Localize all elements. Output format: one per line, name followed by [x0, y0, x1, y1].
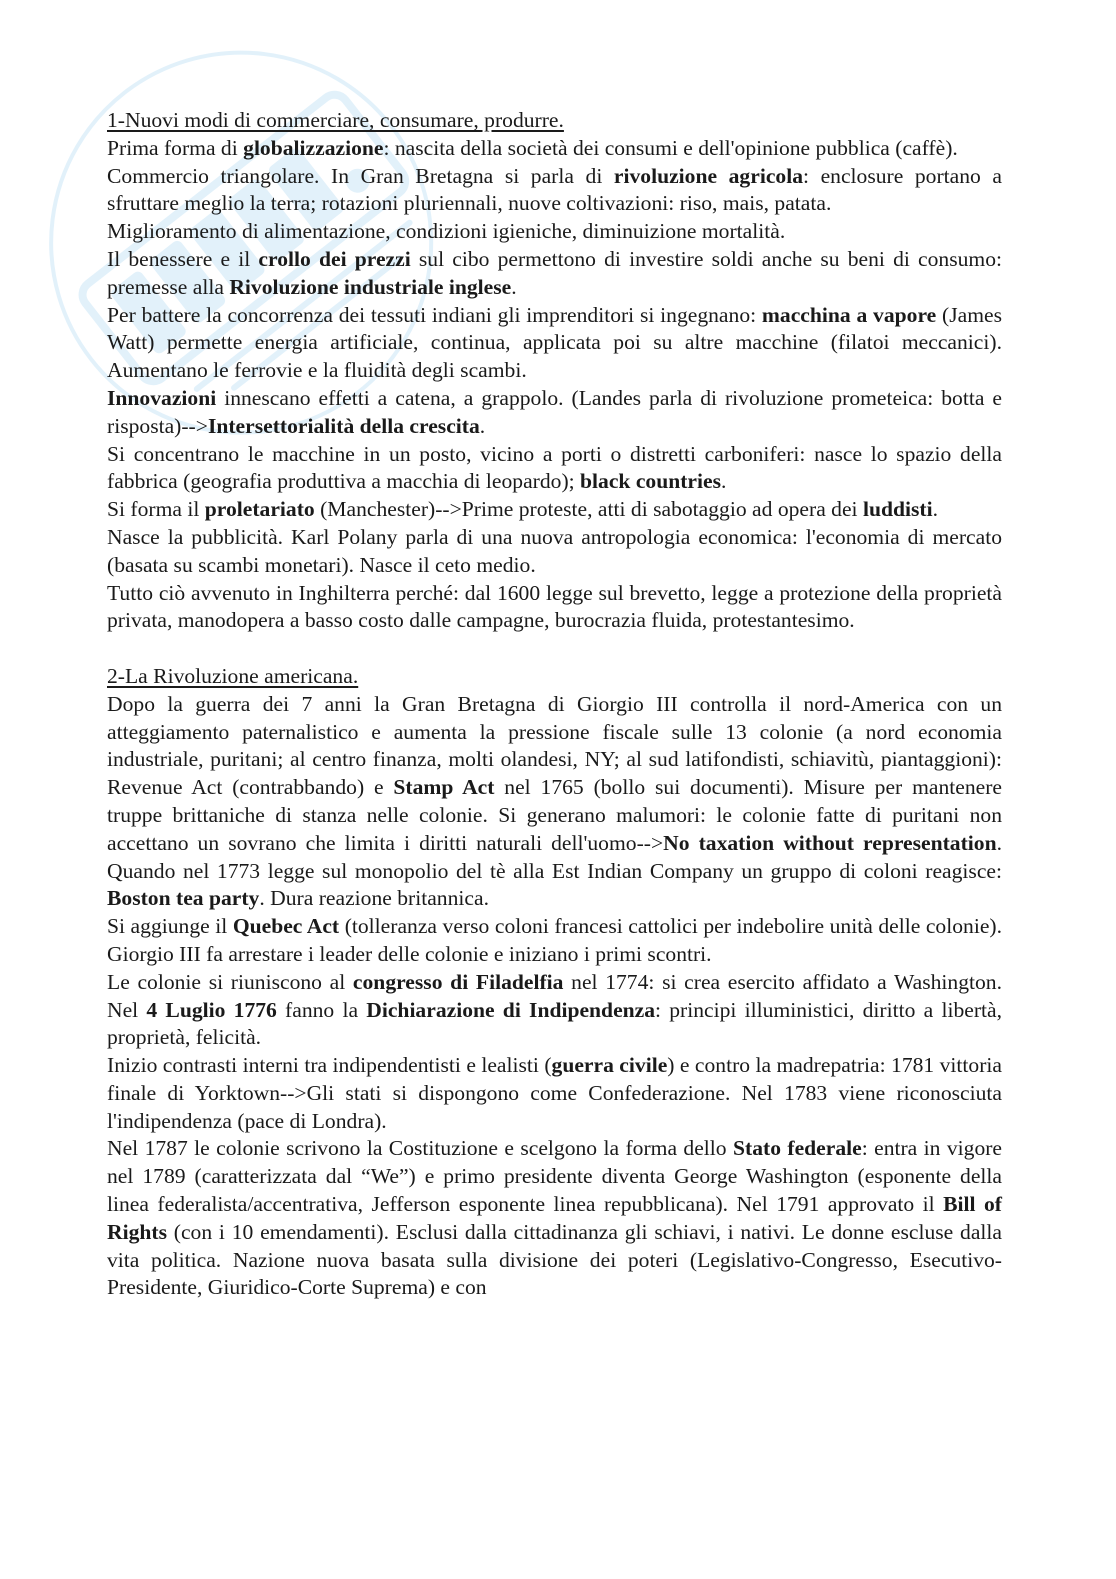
text-run: . — [932, 497, 938, 522]
text-run: Si concentrano le macchine in un posto, vicino a porti o distretti carboniferi: nasce lo spazio della fabbrica (geografia produttiva a macchia di leopardo); — [107, 441, 1002, 494]
text-run: . Dura reazione britannica. — [259, 886, 489, 911]
bold-term: Dichiarazione di Indipendenza — [366, 997, 656, 1022]
text-run: Le colonie si riuniscono al — [107, 969, 353, 994]
bold-term: guerra civile — [551, 1053, 668, 1078]
text-run: . Quando nel 1773 legge sul monopolio del tè alla Est Indian Company un gruppo di coloni reagisce: — [107, 830, 1002, 883]
section-heading: 2-La Rivoluzione americana. — [107, 663, 359, 688]
paragraph — [107, 218, 1002, 246]
text-run: (Manchester)-->Prime proteste, atti di sabotaggio ad opera dei — [314, 497, 863, 522]
text-run: Nasce la pubblicità. Karl Polany parla di una nuova antropologia economica: l'economia di mercato (basata su scambi monetari). Nasce il ceto medio. — [107, 524, 1002, 577]
paragraph — [107, 691, 1002, 913]
text-run: (con i 10 emendamenti). Esclusi dalla cittadinanza gli schiavi, i nativi. Le donne escluse dalla vita politica. Nazione nuova basata sulla divisione dei poteri (Legislativo-Congresso, Esecutivo-Presidente, Giuridico-Corte Suprema) e con — [107, 1219, 1002, 1300]
text-run: Il benessere e il — [107, 246, 259, 271]
text-run: Inizio contrasti interni tra indipendentisti e lealisti ( — [107, 1053, 552, 1078]
text-run: Miglioramento di alimentazione, condizioni igieniche, diminuizione mortalità. — [107, 219, 786, 244]
bold-term: Stamp Act — [393, 775, 495, 800]
text-run: (tolleranza verso coloni francesi cattolici per indebolire unità delle colonie). Giorgio III fa arrestare i leader delle colonie e iniziano i primi scontri. — [107, 914, 1002, 966]
bold-term: globalizzazione — [243, 135, 384, 160]
text-run: Dopo la guerra dei 7 anni la Gran Bretagna di Giorgio III controlla il nord-America con un atteggiamento paternalistico e aumenta la pressione fiscale sulle 13 colonie (a nord economia industriale, puritani; al centro finanza, molti olandesi, NY; al sud latifondisti, schiavitù, piantaggioni): Revenue Act (contrabbando) e — [107, 691, 1002, 800]
text-run: nel 1774: si crea esercito affidato a Washington. Nel — [107, 969, 1002, 1022]
bold-term: Boston tea party — [107, 886, 260, 911]
bold-term: Stato federale — [733, 1136, 862, 1161]
text-run: Si forma il — [107, 497, 205, 522]
text-run: Prima forma di — [107, 135, 244, 160]
text-run: : principi illuministici, diritto a libertà, proprietà, felicità. — [107, 997, 1002, 1050]
text-run: : nascita della società dei consumi e dell'opinione pubblica (caffè). — [383, 135, 958, 160]
bold-term: 4 Luglio 1776 — [146, 997, 277, 1022]
paragraph — [107, 969, 1002, 1052]
text-run: ) e contro la madrepatria: 1781 vittoria finale di Yorktown-->Gli stati si dispongono come Confederazione. Nel 1783 viene riconosciuta l'indipendenza (pace di Londra). — [107, 1053, 1003, 1133]
document-page — [107, 107, 1002, 1302]
text-run: . — [721, 469, 727, 494]
bold-term: No taxation without representation — [663, 830, 997, 855]
text-run: : entra in vigore nel 1789 (caratterizzata dal “We”) e primo presidente diventa George Washington (esponente della linea federalista/accentrativa, Jefferson esponente linea repubblicana). Nel 1791 approvato il — [107, 1136, 1003, 1217]
paragraph — [107, 246, 1002, 302]
text-run: . — [511, 274, 517, 299]
bold-term: Rivoluzione industriale inglese — [229, 274, 512, 299]
paragraph — [107, 524, 1002, 580]
bold-term: Bill of Rights — [107, 1192, 1002, 1244]
bold-term: proletariato — [204, 497, 315, 522]
bold-term: congresso di Filadelfia — [352, 969, 564, 994]
paragraph — [107, 385, 1002, 441]
bold-term: crollo dei prezzi — [258, 246, 411, 271]
section-2 — [107, 663, 1002, 1302]
paragraph — [107, 441, 1002, 497]
section-1 — [107, 107, 1002, 635]
text-run: Per battere la concorrenza dei tessuti indiani gli imprenditori si ingegnano: — [107, 302, 762, 327]
text-run: fanno la — [276, 997, 367, 1022]
paragraph — [107, 163, 1002, 219]
text-run: : enclosure portano a sfruttare meglio la terra; rotazioni pluriennali, nuove coltivazioni: riso, mais, patata. — [107, 163, 1002, 216]
text-run: Nel 1787 le colonie scrivono la Costituzione e scelgono la forma dello — [107, 1136, 733, 1161]
paragraph — [107, 580, 1002, 636]
text-run: Commercio triangolare. In Gran Bretagna si parla di — [107, 163, 614, 188]
paragraph — [107, 302, 1002, 385]
bold-term: rivoluzione agricola — [613, 163, 803, 188]
paragraph — [107, 1135, 1002, 1302]
text-run: Si aggiunge il — [107, 914, 233, 939]
text-run: sul cibo permettono di investire soldi anche su beni di consumo: premesse alla — [107, 246, 1003, 299]
bold-term: macchina a vapore — [761, 302, 937, 327]
bold-term: Innovazioni — [107, 385, 217, 410]
bold-term: black countries — [580, 469, 722, 494]
bold-term: Intersettorialità della crescita — [207, 413, 480, 438]
section-heading: 1-Nuovi modi di commerciare, consumare, produrre. — [107, 108, 564, 132]
text-run: innescano effetti a catena, a grappolo. (Landes parla di rivoluzione prometeica: botta e risposta)--> — [107, 385, 1002, 438]
paragraph — [107, 913, 1002, 969]
text-run: . — [479, 413, 486, 438]
paragraph — [107, 1052, 1002, 1135]
text-run: (James Watt) permette energia artificiale, continua, applicata poi su altre macchine (filatoi meccanici). Aumentano le ferrovie e la fluidità degli scambi. — [107, 302, 1002, 383]
bold-term: luddisti — [862, 497, 933, 522]
bold-term: Quebec Act — [232, 914, 340, 939]
paragraph — [107, 135, 1002, 163]
text-run: nel 1765 (bollo sui documenti). Misure per mantenere truppe brittaniche di stanza nelle colonie. Si generano malumori: le colonie fatte di puritani non accettano un sovrano che limita i diritti naturali dell'uomo--> — [107, 775, 1002, 855]
paragraph — [107, 496, 1002, 524]
text-run: Tutto ciò avvenuto in Inghilterra perché: dal 1600 legge sul brevetto, legge a protezione della proprietà privata, manodopera a basso costo dalle campagne, burocrazia fluida, protestantesimo. — [107, 580, 1002, 633]
